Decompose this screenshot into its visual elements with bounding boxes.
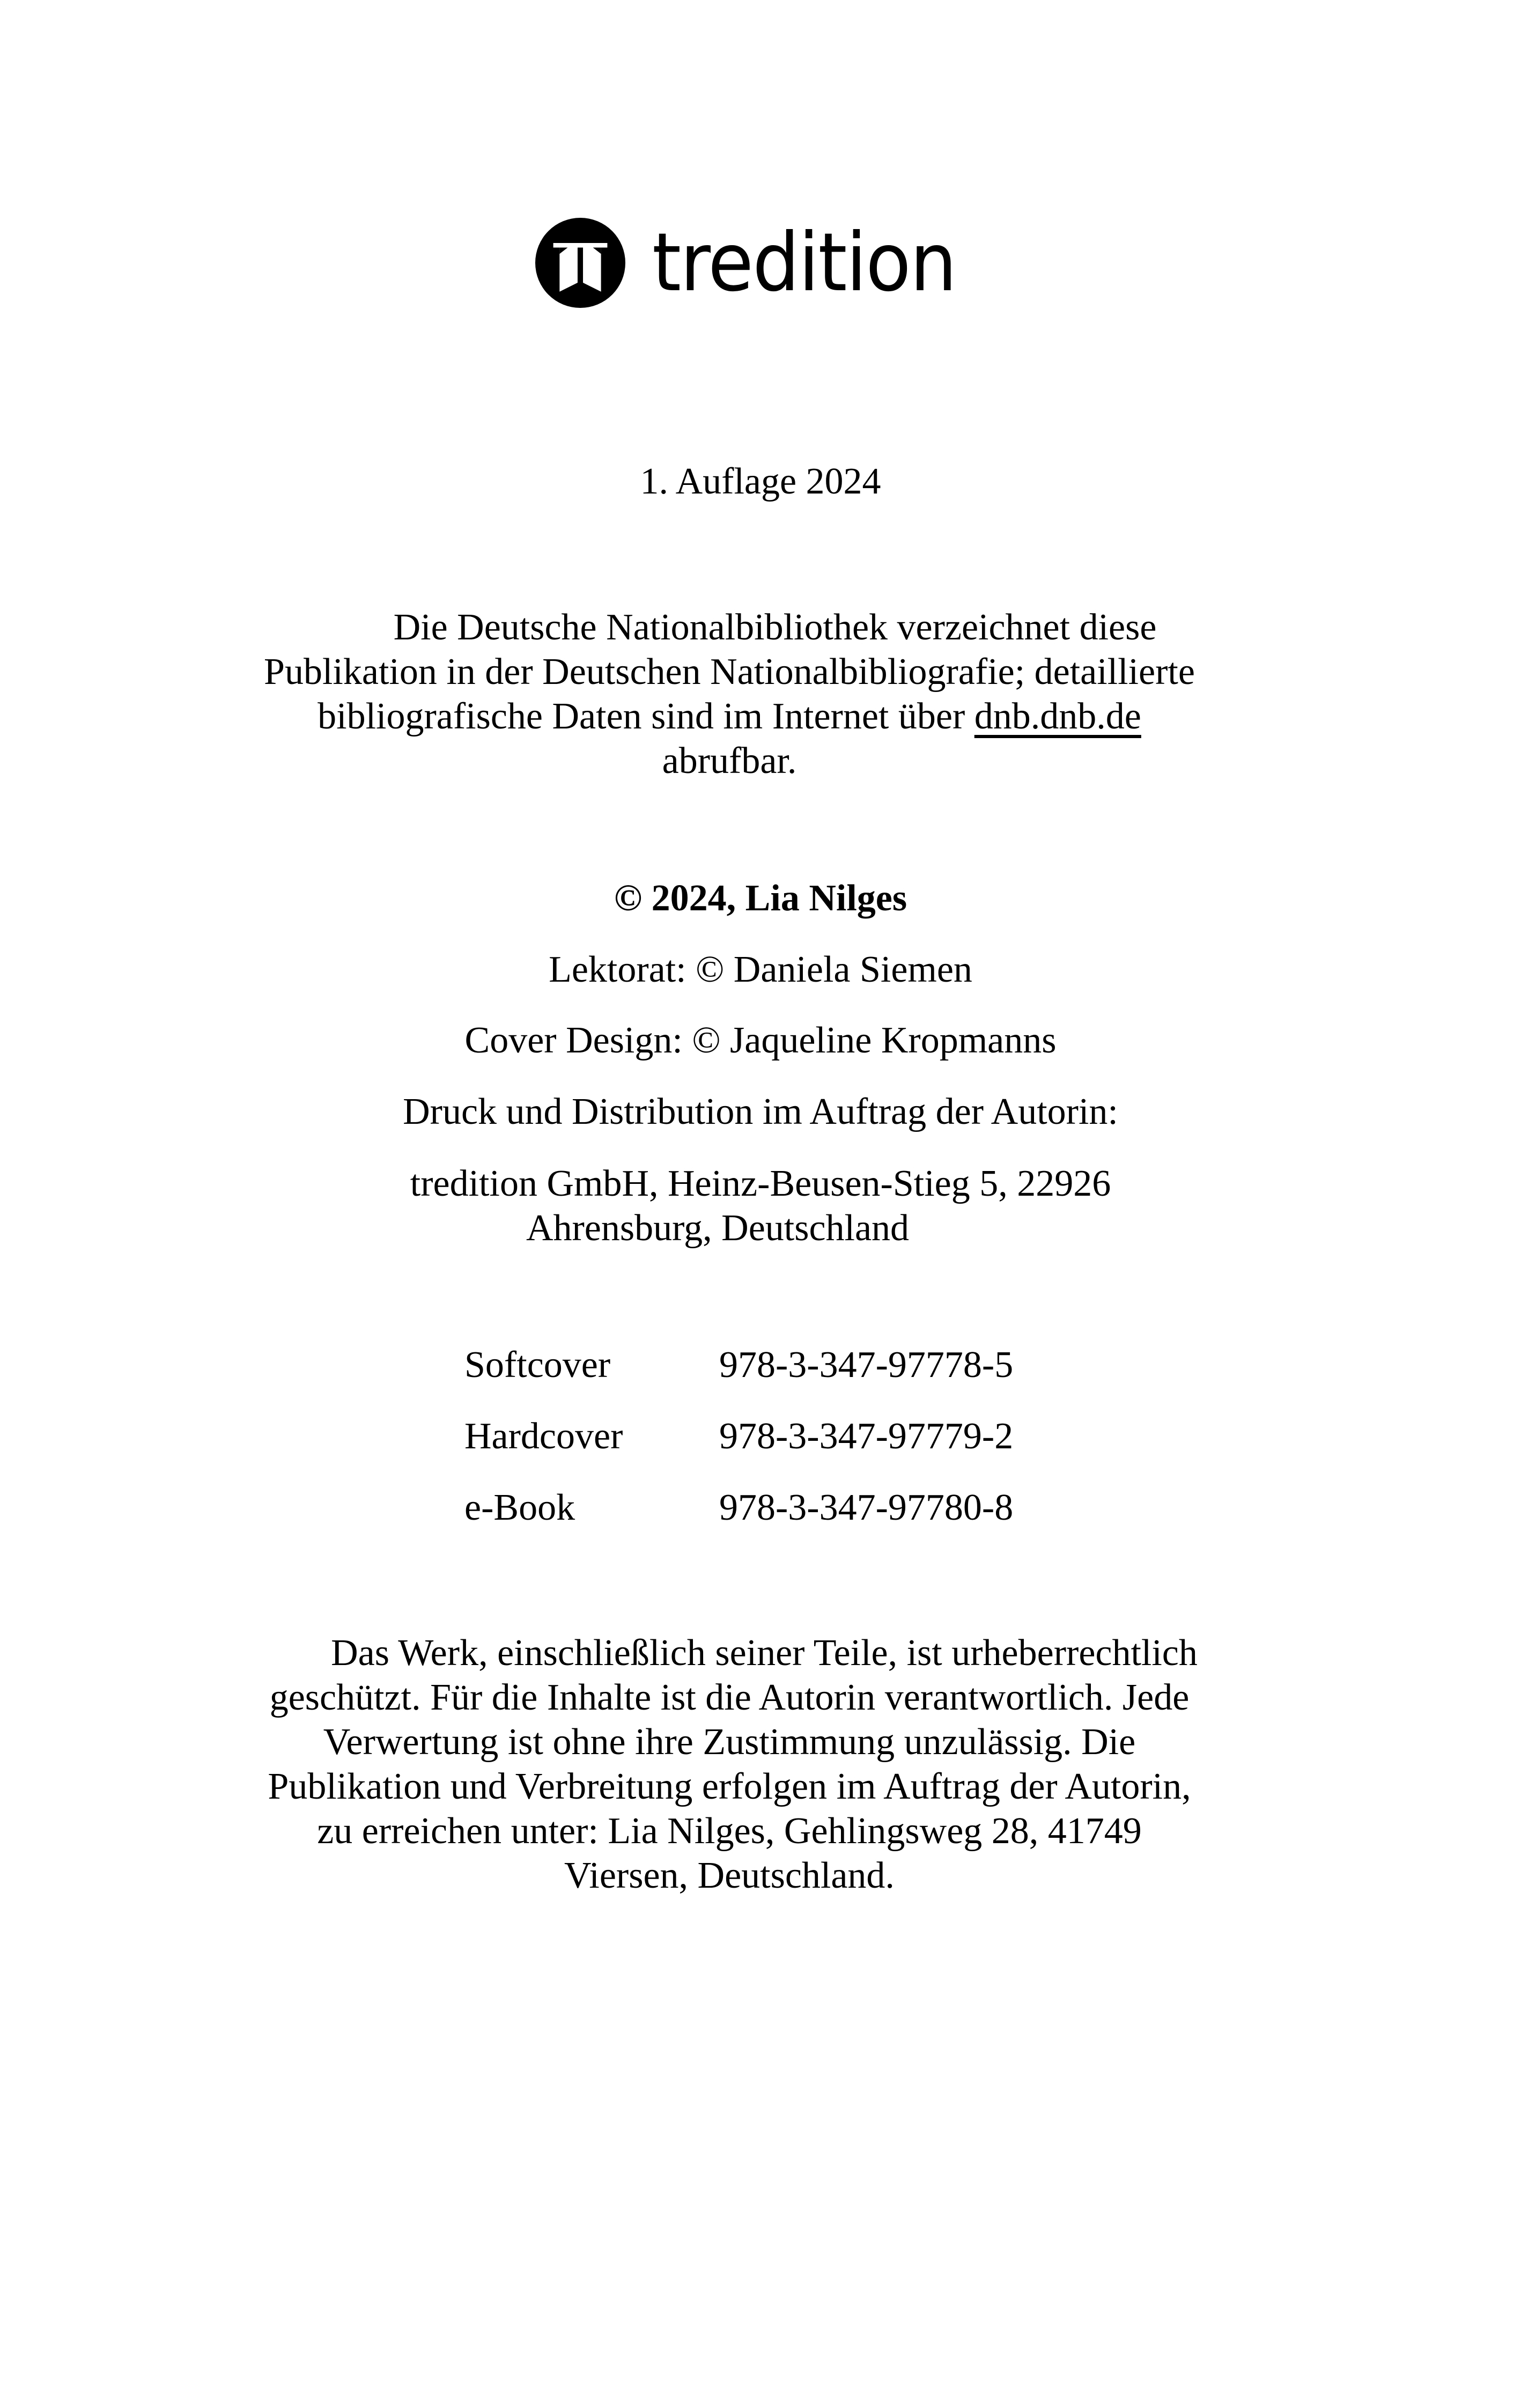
publisher-address bbox=[0, 1161, 1521, 1250]
distribution-note: Druck und Distribution im Auftrag der Autorin: bbox=[403, 1091, 1118, 1132]
dnb-notice bbox=[182, 605, 1276, 783]
publisher-logo bbox=[535, 215, 983, 311]
legal-line: Publikation und Verbreitung erfolgen im Auftrag der Autorin, bbox=[268, 1766, 1191, 1807]
isbn-format: e-Book bbox=[464, 1487, 575, 1528]
dnb-line: Publikation in der Deutschen Nationalbibliografie; detaillierte bbox=[264, 651, 1195, 693]
cover-design-credit: Cover Design: © Jaqueline Kropmanns bbox=[464, 1020, 1057, 1061]
address-line: Ahrensburg, Deutschland bbox=[526, 1207, 910, 1249]
copyright-line: © 2024, Lia Nilges bbox=[614, 878, 907, 919]
legal-line: Verwertung ist ohne ihre Zustimmung unzulässig. Die bbox=[323, 1721, 1136, 1763]
lektorat-credit: Lektorat: © Daniela Siemen bbox=[549, 949, 972, 990]
dnb-link[interactable]: dnb.dnb.de bbox=[974, 696, 1141, 737]
address-line: tredition GmbH, Heinz-Beusen-Stieg 5, 22926 bbox=[410, 1163, 1111, 1204]
publisher-name: tredition bbox=[652, 216, 956, 310]
dnb-line: Die Deutsche Nationalbibliothek verzeichnet diese bbox=[393, 607, 1157, 648]
isbn-format: Softcover bbox=[464, 1344, 611, 1386]
isbn-number: 978-3-347-97779-2 bbox=[719, 1416, 1014, 1457]
legal-notice bbox=[182, 1631, 1276, 1898]
legal-line: Das Werk, einschließlich seiner Teile, ist urheberrechtlich bbox=[331, 1632, 1198, 1674]
dnb-line: bibliografische Daten sind im Internet über bbox=[318, 696, 974, 737]
isbn-format: Hardcover bbox=[464, 1416, 623, 1457]
isbn-row bbox=[464, 1486, 1013, 1558]
isbn-table bbox=[464, 1344, 1013, 1558]
legal-line: zu erreichen unter: Lia Nilges, Gehlingsweg 28, 41749 bbox=[317, 1810, 1142, 1852]
isbn-number: 978-3-347-97778-5 bbox=[719, 1344, 1014, 1386]
isbn-row bbox=[464, 1344, 1013, 1415]
isbn-row bbox=[464, 1415, 1013, 1486]
isbn-number: 978-3-347-97780-8 bbox=[719, 1487, 1014, 1528]
dnb-line: abrufbar. bbox=[662, 740, 797, 782]
edition-label: 1. Auflage 2024 bbox=[640, 461, 881, 502]
legal-line: geschützt. Für die Inhalte ist die Autorin verantwortlich. Jede bbox=[269, 1677, 1190, 1718]
legal-line: Viersen, Deutschland. bbox=[564, 1855, 895, 1896]
tredition-t-icon bbox=[535, 218, 625, 308]
